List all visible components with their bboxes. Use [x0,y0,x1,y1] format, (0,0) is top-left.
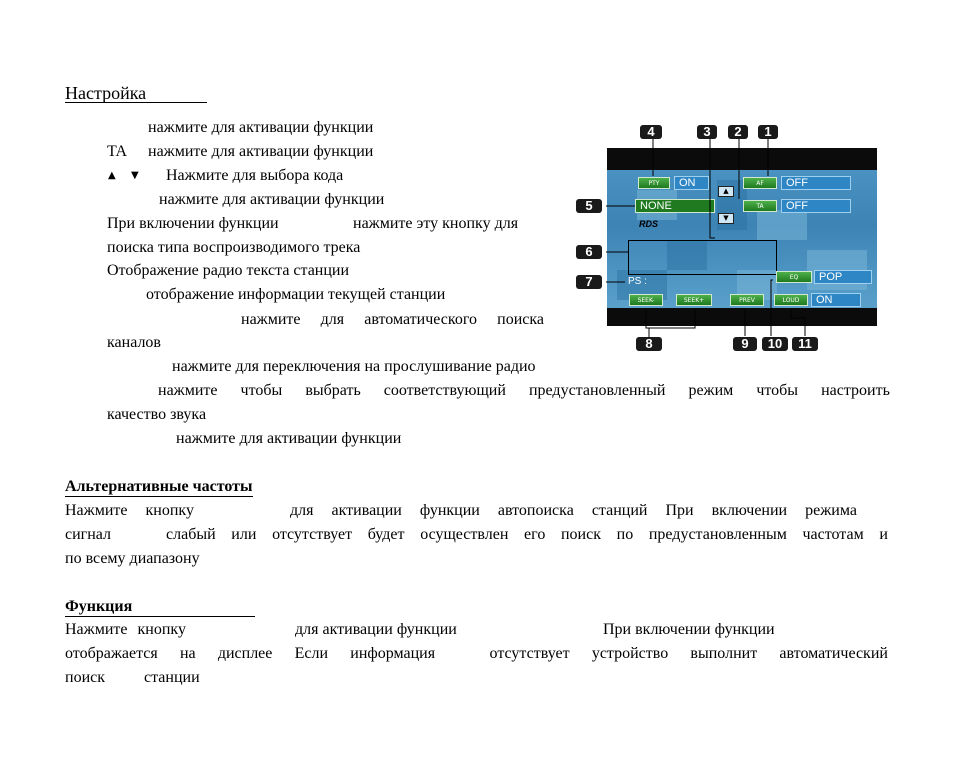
af-line-2b: слабый или отсутствует будет осуществлен его поиск по предустановленным частотам и [166,526,888,543]
pty-value: ON [674,176,709,190]
callout-8: 8 [636,337,662,351]
setup-line-2-label: TA [107,143,128,160]
pty-button[interactable]: PTY [638,177,670,189]
pty-field[interactable]: NONE [635,199,715,213]
setup-line-4: нажмите для активации функции [159,191,385,208]
callout-4: 4 [640,125,662,139]
setup-line-12: нажмите чтобы выбрать соответствующий предустановленный режим чтобы настроить [158,382,890,399]
ta-value: OFF [781,199,851,213]
func-line-1a: Нажмите кнопку [65,621,186,638]
af-value: OFF [781,176,851,190]
callout-6: 6 [576,245,602,259]
setup-line-10: каналов [107,334,161,351]
callout-3: 3 [697,125,717,139]
prev-button[interactable]: PREV [730,294,764,306]
rds-logo: RDS [639,219,659,229]
eq-value: POP [814,270,872,284]
setup-line-8: отображение информации текущей станции [146,286,446,303]
setup-line-5b: нажмите эту кнопку для [353,215,519,232]
func-line-3a: поиск [65,669,105,686]
loud-value: ON [811,293,861,307]
af-heading: Альтернативные частоты [65,478,253,495]
setup-line-9: нажмите для автоматического поиска [241,311,544,328]
setup-line-3: Нажмите для выбора кода [166,167,344,184]
radio-setup-diagram [573,118,880,358]
func-line-1b: для активации функции [295,621,457,638]
seek-minus-button[interactable]: SEEK- [629,294,663,306]
setup-line-2: нажмите для активации функции [148,143,374,160]
callout-9: 9 [733,337,757,351]
setup-line-7: Отображение радио текста станции [107,262,350,279]
loud-button[interactable]: LOUD [774,294,808,306]
callout-10: 10 [762,337,788,351]
callout-1: 1 [758,125,778,139]
setup-line-13: качество звука [107,406,207,423]
callout-11: 11 [792,337,818,351]
up-arrow-button[interactable]: ▲ [718,186,734,197]
af-button[interactable]: AF [743,177,777,189]
setup-heading: Настройка [65,83,207,103]
callout-5: 5 [576,199,602,213]
down-arrow-button[interactable]: ▼ [718,213,734,224]
ps-label: PS : [628,276,647,287]
func-line-2: отображается на дисплее Если информация отсутствует устройство выполнит автоматический [65,645,888,662]
af-line-3: по всему диапазону [65,550,200,567]
func-heading: Функция [65,597,255,617]
eq-button[interactable]: EQ [776,271,812,283]
ta-button[interactable]: TA [743,200,777,212]
func-line-1c: При включении функции [603,621,775,638]
func-line-3b: станции [144,669,200,686]
callout-2: 2 [728,125,748,139]
arrow-down-icon: ▼ [131,170,139,181]
setup-line-14: нажмите для активации функции [176,430,402,447]
setup-line-1: нажмите для активации функции [148,119,374,136]
af-line-1: Нажмите кнопку для активации функции автопоиска станций При включении режима [65,502,857,519]
seek-plus-button[interactable]: SEEK+ [676,294,712,306]
arrow-up-icon: ▲ [108,170,116,181]
af-line-2a: сигнал [65,526,112,543]
callout-7: 7 [576,275,602,289]
setup-line-6: поиска типа воспроизводимого трека [107,239,361,256]
setup-line-11: нажмите для переключения на прослушивание радио [172,358,536,375]
setup-line-5a: При включении функции [107,215,279,232]
